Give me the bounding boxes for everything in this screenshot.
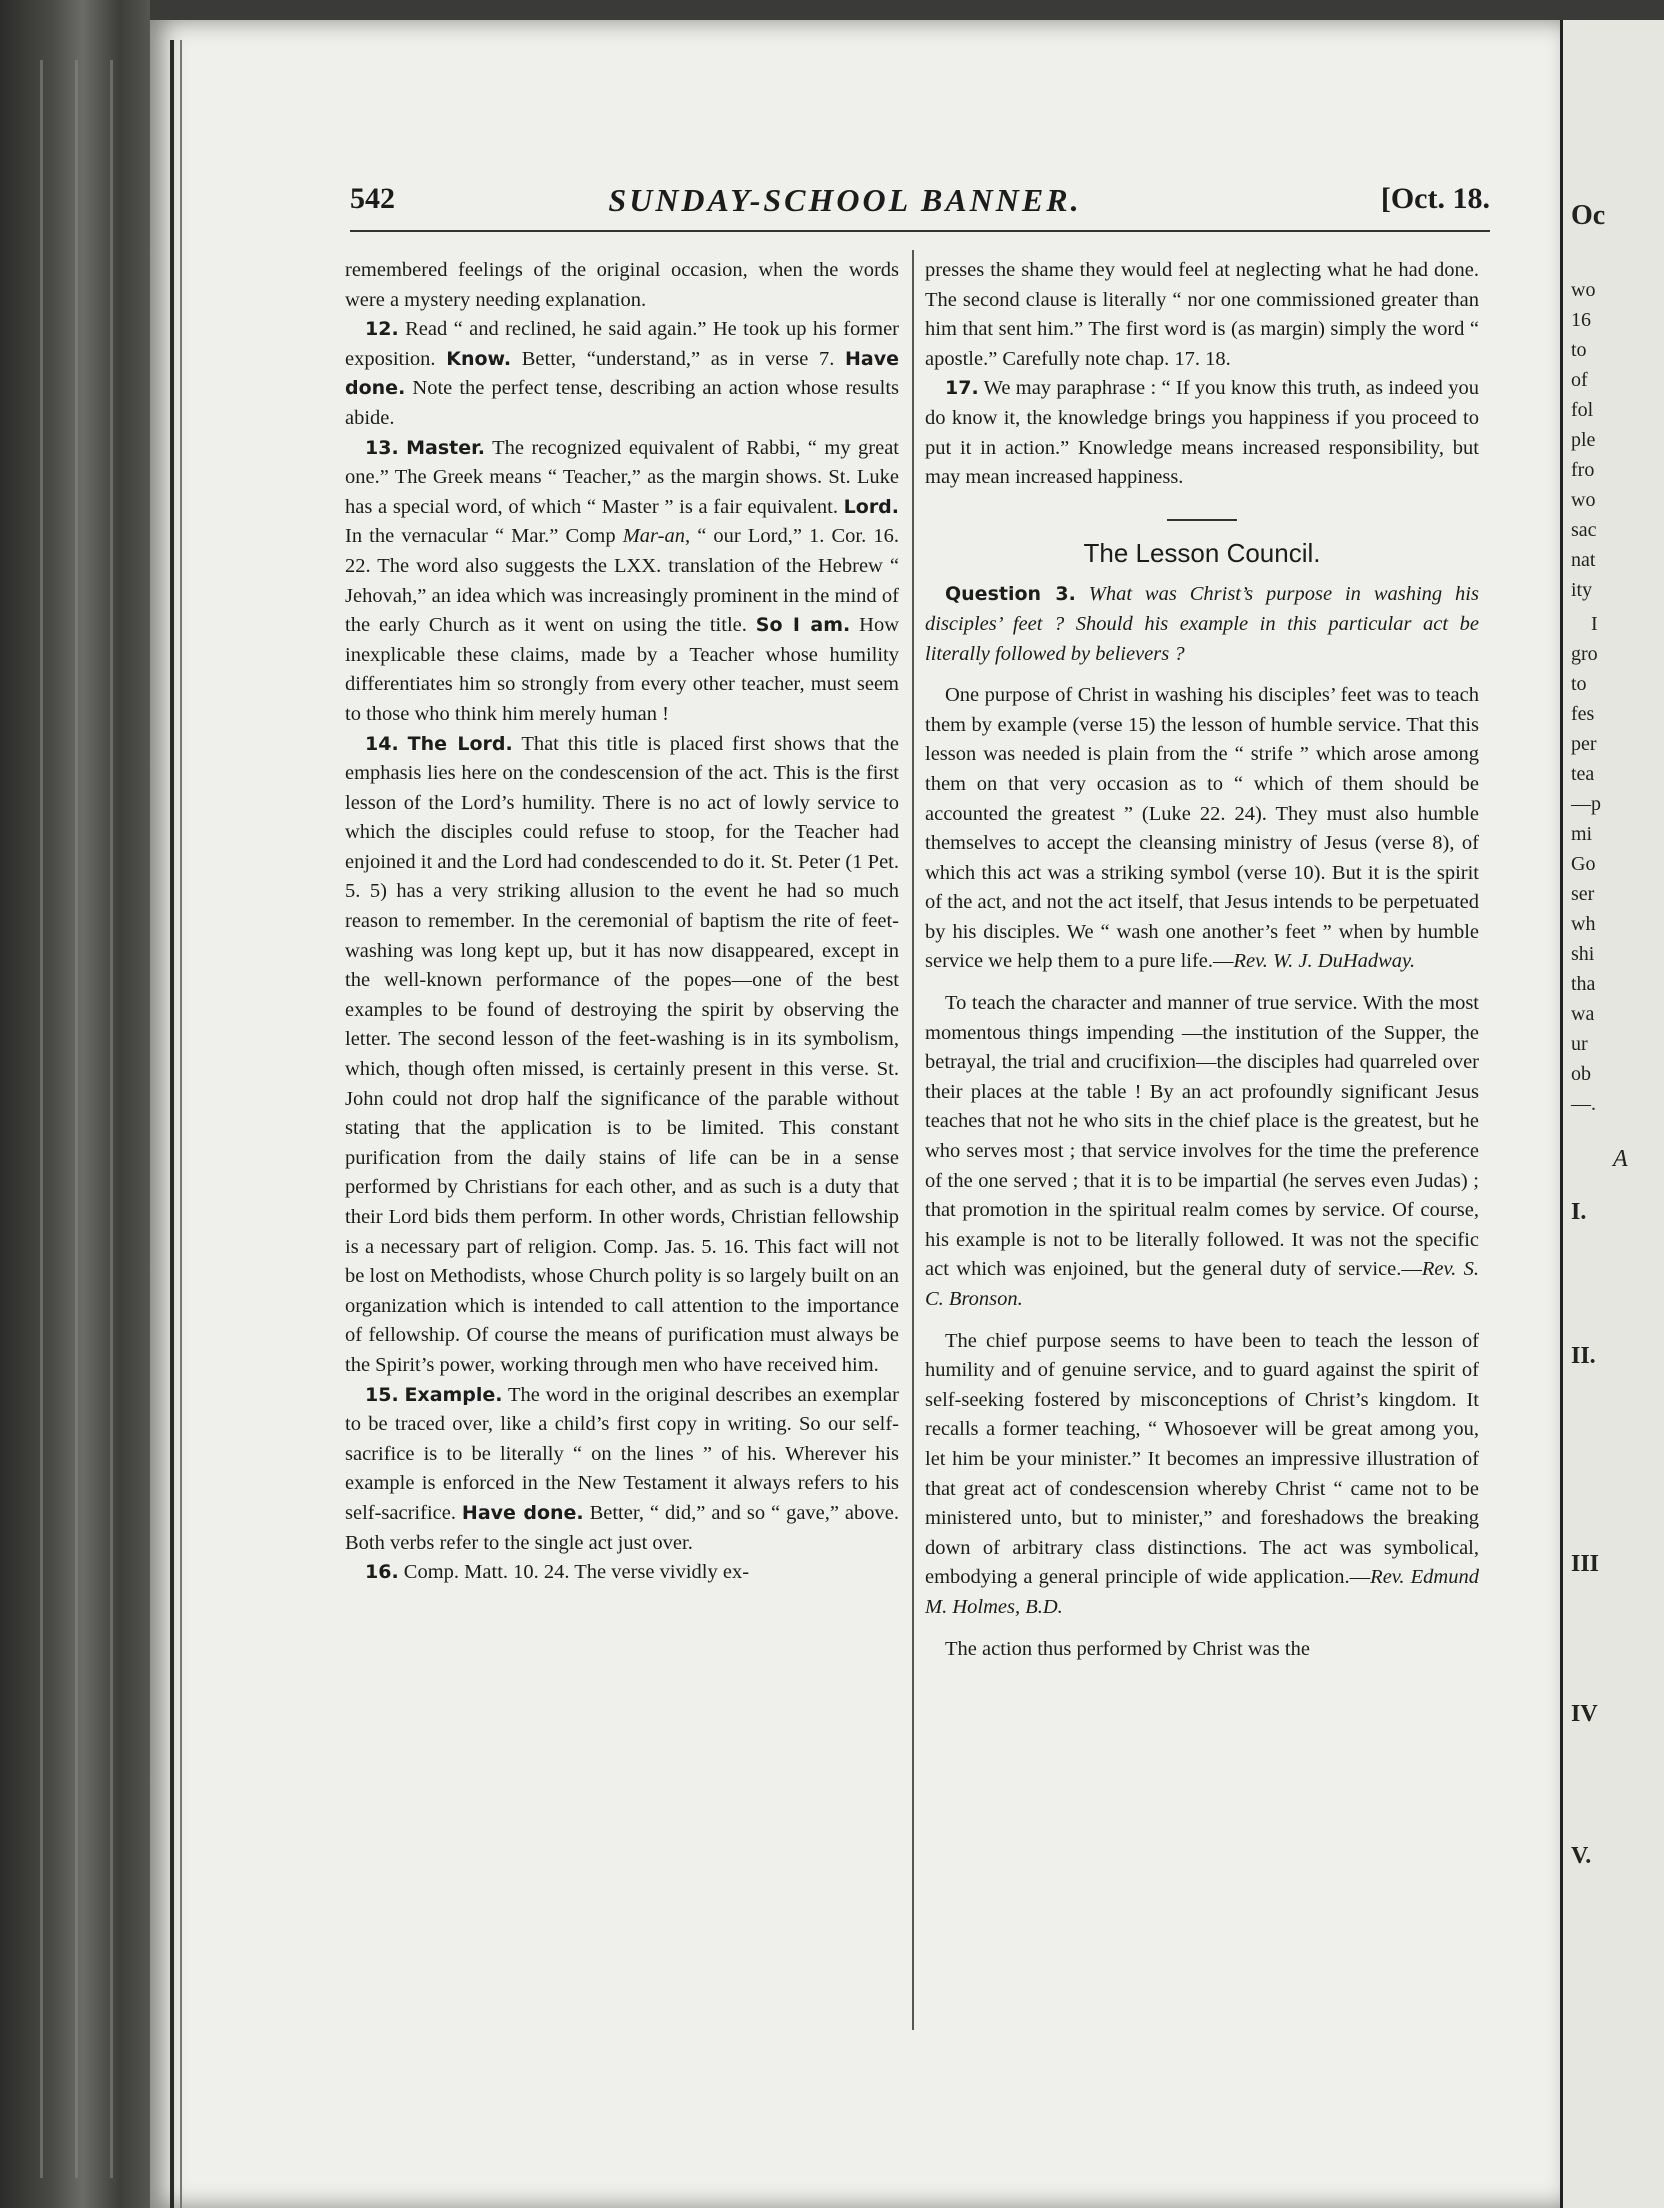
answer-paragraph: To teach the character and manner of true service. With the most momentous things impending —the institution of the Supper, the betrayal, the trial and crucifixion—the disciples had quarreled over their places at the table ! By an act profoundly significant Jesus teaches that not he who sits in the chief place is the greatest, but he who serves most ; that service involves for the time the preference of the one served ; that it is to be impartial (he serves even Judas) ; that promotion in the spiritual realm comes by service. Of course, his example is not to be literally followed. It was not the specific act which was enjoined, but the general duty of service.—Rev. S. C. Bronson. [925, 992, 1480, 1310]
facing-page-fragment: Go [1571, 853, 1596, 875]
facing-page-fragment: sac [1571, 519, 1597, 541]
paragraph: remembered feelings of the original occasion, when the words were a mystery needing explanation. [345, 259, 899, 311]
facing-page-fragment: gro [1571, 643, 1598, 665]
left-column [345, 256, 899, 1588]
note-14: 14. The Lord. That this title is placed first shows that the emphasis lies here on the condescension of the act. This is the first lesson of the Lord’s humility. There is no act of lowly service to which the disciples could refuse to stoop, for the Teacher had enjoined it and the Lord had condescended to do it. St. Peter (1 Pet. 5. 5) has a very striking allusion to the event he had so much reason to remember. In the ceremonial of baptism the rite of feet-washing was long kept up, but it has now disappeared, except in the well-known performance of the popes—one of the best examples to be found of destroying the spirit by observing the letter. The second lesson of the feet-washing is in its symbolism, which, though often missed, is certainly present in this verse. St. John could not drop half the significance of the parable without stating that the application is to be limited. This constant purification from the daily stains of life can be in a sense performed by Christians for each other, and as such is a duty that their Lord bids them perform. In other words, Christian fellowship is a necessary part of religion. Comp. Jas. 5. 16. This fact will not be lost on Methodists, whose Church polity is so largely built on an organization which is intended to call attention to the importance of fellowship. Of course the means of purification must always be the Spirit’s power, working through men who have received him. [345, 732, 899, 1376]
note-12: 12. Read “ and reclined, he said again.” He took up his former exposition. Know. Better, “understand,” as in verse 7. Have done. Note the perfect tense, describing an action whose results abide. [345, 318, 900, 429]
facing-page-fragment: fes [1571, 703, 1595, 725]
facing-page-fragment: tea [1571, 763, 1595, 785]
gutter-rule [170, 40, 174, 2208]
facing-page-fragment: III [1571, 1551, 1600, 1577]
facing-page-fragment: A [1613, 1146, 1628, 1172]
facing-page-fragment: IV [1571, 1701, 1598, 1727]
facing-page-fragment: fol [1571, 399, 1594, 421]
facing-page-fragment: per [1571, 733, 1597, 755]
facing-page-fragment: wo [1571, 279, 1596, 301]
header-rule [350, 230, 1490, 232]
facing-page-fragment: —p [1571, 793, 1601, 815]
facing-page-fragment: to [1571, 339, 1587, 361]
facing-page-fragment: ity [1571, 579, 1593, 601]
facing-page-fragment: of [1571, 369, 1588, 391]
facing-page-fragment: shi [1571, 943, 1595, 965]
facing-page-fragment: fro [1571, 459, 1595, 481]
facing-page-fragment: V. [1571, 1843, 1592, 1869]
book-binding [0, 0, 150, 2208]
facing-page-fragment: II. [1571, 1343, 1596, 1369]
facing-page-fragment: ple [1571, 429, 1596, 451]
note-16-continued: presses the shame they would feel at neglecting what he had done. The second clause is literally “ nor one commissioned greater than him that sent him.” The first word is (as margin) simply the word “ apostle.” Carefully note chap. 17. 18. [925, 259, 1479, 370]
section-separator [1167, 519, 1237, 521]
issue-date: [Oct. 18. [1380, 182, 1490, 215]
facing-page-edge [1560, 20, 1664, 2208]
note-16: 16. Comp. Matt. 10. 24. The verse vividly ex- [365, 1561, 750, 1584]
page-number: 542 [350, 182, 395, 215]
facing-page-fragment: ob [1571, 1063, 1591, 1085]
facing-page-fragment: to [1571, 673, 1587, 695]
facing-page-fragment: nat [1571, 549, 1596, 571]
facing-page-fragment: tha [1571, 973, 1596, 995]
note-15: 15. Example. The word in the original describes an exemplar to be traced over, like a child’s first copy in writing. So our self-sacrifice is to be literally “ on the lines ” of his. Wherever his example is enforced in the New Testament it always refers to his self-sacrifice. Have done. Better, “ did,” and so “ gave,” above. Both verbs refer to the single act just over. [345, 1383, 900, 1554]
facing-page-fragment: ser [1571, 883, 1595, 905]
facing-page-fragment: mi [1571, 823, 1593, 845]
facing-page-fragment: —. [1571, 1093, 1596, 1115]
answer-paragraph: The chief purpose seems to have been to teach the lesson of humility and of genuine service, and to guard against the spirit of self-seeking fostered by misconceptions of Christ’s kingdom. It recalls a former teaching, “ Whosoever will be great among you, let him be your minister.” It becomes an impressive illustration of that great act of condescension whereby Christ “ came not to be ministered unto, but to minister,” and foreshadows the breaking down of arbitrary class distinctions. The act was symbolical, embodying a general principle of wide application.—Rev. Edmund M. Holmes, B.D. [925, 1329, 1479, 1618]
column-rule [912, 250, 914, 2030]
page-header [200, 182, 1490, 226]
council-question: Question 3. What was Christ’s purpose in washing his disciples’ feet ? Should his example in this particular act be literally followed by believers ? [925, 583, 1479, 665]
section-title: The Lesson Council. [1083, 537, 1321, 568]
note-17: 17. We may paraphrase : “ If you know this truth, as indeed you do know it, the knowledge brings you happiness if you proceed to put it in action.” Knowledge means increased responsibility, but may mean increased happiness. [925, 377, 1479, 489]
gutter-rule-thin [180, 40, 182, 2208]
answer-paragraph: The action thus performed by Christ was the [945, 1637, 1310, 1660]
answer-paragraph: One purpose of Christ in washing his disciples’ feet was to teach them by example (verse 15) the lesson of humble service. That this lesson was needed is plain from the “ strife ” which arose among them on that very occasion as to “ which of them should be accounted the greatest ” (Luke 22. 24). They must also humble themselves to accept the cleansing ministry of Jesus (verse 8), of which this act was a striking symbol (verse 10). But it is the spirit of the act, and not the act itself, that Jesus intends to be perpetuated by his disciples. We “ wash one another’s feet ” when by humble service we help them to a pure life.—Rev. W. J. DuHadway. [925, 684, 1479, 973]
right-column [925, 256, 1479, 1664]
facing-page-fragment: Oc [1571, 200, 1606, 231]
facing-page-fragment: ur [1571, 1033, 1588, 1055]
note-13: 13. Master. The recognized equivalent of Rabbi, “ my great one.” The Greek means “ Teacher,” as the margin shows. St. Luke has a special word, of which “ Master ” is a fair equivalent. Lord. In the vernacular “ Mar.” Comp Mar-an, “ our Lord,” 1. Cor. 16. 22. The word also suggests the LXX. translation of the Hebrew “ Jehovah,” an idea which was increasingly prominent in the mind of the early Church as it went on using the title. So I am. How inexplicable these claims, made by a Teacher whose humility differentiates him so strongly from every other teacher, must seem to those who think him merely human ! [345, 436, 900, 725]
facing-page-fragment: wo [1571, 489, 1596, 511]
facing-page-fragment: wh [1571, 913, 1596, 935]
facing-page-fragment: I. [1571, 1199, 1587, 1225]
facing-page-fragment: 16 [1571, 309, 1591, 331]
facing-page-fragment: I [1591, 613, 1598, 635]
facing-page-fragment: wa [1571, 1003, 1595, 1025]
running-title: SUNDAY-SCHOOL BANNER. [608, 182, 1082, 218]
